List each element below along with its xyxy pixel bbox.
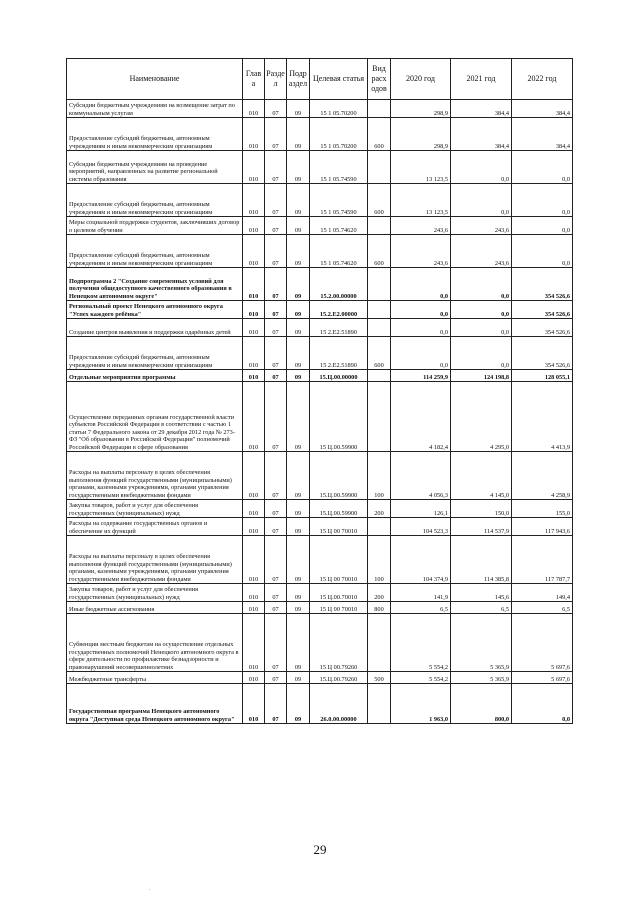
cell-y2021: 243,6 xyxy=(451,217,512,235)
table-row xyxy=(67,382,573,452)
header-2021: 2021 год xyxy=(451,59,512,100)
cell-vid xyxy=(368,382,391,452)
cell-y2022: 5 697,6 xyxy=(512,614,573,672)
cell-podrazdel: 09 xyxy=(287,518,310,536)
header-podrazdel: Подр аздел xyxy=(287,59,310,100)
cell-y2020: 5 554,2 xyxy=(391,672,451,684)
cell-y2022: 384,4 xyxy=(512,100,573,118)
cell-y2021: 0,0 xyxy=(451,301,512,319)
cell-y2021: 0,0 xyxy=(451,268,512,301)
cell-glava: 010 xyxy=(243,684,265,724)
cell-target: 15 2.Е2.51890 xyxy=(310,337,368,370)
cell-y2022: 4 413,9 xyxy=(512,382,573,452)
cell-y2022: 354 526,6 xyxy=(512,268,573,301)
cell-podrazdel: 09 xyxy=(287,100,310,118)
cell-name: Предоставление субсидий бюджетным, автономным учреждениям и иным некоммерческим организациям xyxy=(67,337,243,370)
cell-y2021: 0,0 xyxy=(451,319,512,337)
cell-podrazdel: 09 xyxy=(287,184,310,217)
cell-y2020: 0,0 xyxy=(391,268,451,301)
header-razdel: Разде л xyxy=(265,59,287,100)
cell-podrazdel: 09 xyxy=(287,452,310,500)
cell-podrazdel: 09 xyxy=(287,337,310,370)
cell-y2021: 5 365,9 xyxy=(451,614,512,672)
header-name: Наименование xyxy=(67,59,243,100)
cell-razdel: 07 xyxy=(265,184,287,217)
cell-y2022: 354 526,6 xyxy=(512,337,573,370)
cell-vid: 200 xyxy=(368,584,391,602)
cell-y2021: 384,4 xyxy=(451,118,512,151)
cell-target: 15 Ц 00.79260 xyxy=(310,614,368,672)
cell-podrazdel: 09 xyxy=(287,382,310,452)
table-row xyxy=(67,370,573,382)
cell-glava: 010 xyxy=(243,151,265,184)
cell-name: Предоставление субсидий бюджетным, автономным учреждениям и иным некоммерческим организациям xyxy=(67,235,243,268)
cell-y2020: 104 374,9 xyxy=(391,536,451,584)
cell-razdel: 07 xyxy=(265,337,287,370)
cell-y2020: 4 182,4 xyxy=(391,382,451,452)
cell-razdel: 07 xyxy=(265,301,287,319)
cell-podrazdel: 09 xyxy=(287,217,310,235)
cell-name: Государственная программа Ненецкого автономного округа "Доступная среда Ненецкого автономного округа" xyxy=(67,684,243,724)
cell-glava: 010 xyxy=(243,500,265,518)
cell-y2020: 298,9 xyxy=(391,118,451,151)
cell-y2021: 0,0 xyxy=(451,337,512,370)
cell-y2022: 155,0 xyxy=(512,500,573,518)
cell-glava: 010 xyxy=(243,319,265,337)
cell-y2022: 128 055,1 xyxy=(512,370,573,382)
cell-glava: 010 xyxy=(243,382,265,452)
cell-y2022: 5 697,6 xyxy=(512,672,573,684)
cell-glava: 010 xyxy=(243,100,265,118)
cell-name: Предоставление субсидий бюджетным, автономным учреждениям и иным некоммерческим организациям xyxy=(67,184,243,217)
cell-glava: 010 xyxy=(243,452,265,500)
cell-name: Расходы на выплаты персоналу в целях обеспечения выполнения функций государственными (муниципальными) органами, казенными учреждениями, органами управления государственными внебюджетными фондами xyxy=(67,536,243,584)
cell-name: Субвенции местным бюджетам на осуществление отдельных государственных полномочий Ненецкого автономного округа в сфере деятельности по профилактике безнадзорности и правонарушений несовершеннолетних xyxy=(67,614,243,672)
cell-glava: 010 xyxy=(243,602,265,614)
cell-y2022: 4 258,9 xyxy=(512,452,573,500)
cell-vid xyxy=(368,100,391,118)
cell-vid xyxy=(368,518,391,536)
cell-y2022: 117 787,7 xyxy=(512,536,573,584)
table-row xyxy=(67,500,573,518)
cell-razdel: 07 xyxy=(265,151,287,184)
header-glava: Глав а xyxy=(243,59,265,100)
cell-razdel: 07 xyxy=(265,118,287,151)
cell-vid xyxy=(368,319,391,337)
table-row xyxy=(67,536,573,584)
table-row xyxy=(67,602,573,614)
cell-y2021: 0,0 xyxy=(451,184,512,217)
table-row xyxy=(67,614,573,672)
cell-name: Подпрограмма 2 "Создание современных условий для получения общедоступного качественного образования в Ненецком автономном округе" xyxy=(67,268,243,301)
cell-podrazdel: 09 xyxy=(287,118,310,151)
cell-y2020: 126,1 xyxy=(391,500,451,518)
cell-razdel: 07 xyxy=(265,614,287,672)
table-row xyxy=(67,301,573,319)
cell-y2020: 0,0 xyxy=(391,319,451,337)
cell-y2022: 6,5 xyxy=(512,602,573,614)
cell-vid xyxy=(368,268,391,301)
cell-y2021: 6,5 xyxy=(451,602,512,614)
cell-name: Расходы на выплаты персоналу в целях обеспечения выполнения функций государственными (муниципальными) органами, казенными учреждениями, органами управления государственными внебюджетными фондами xyxy=(67,452,243,500)
cell-y2022: 0,0 xyxy=(512,684,573,724)
cell-y2022: 354 526,6 xyxy=(512,319,573,337)
table-row xyxy=(67,672,573,684)
table-row xyxy=(67,268,573,301)
cell-vid: 200 xyxy=(368,500,391,518)
table-row xyxy=(67,319,573,337)
cell-razdel: 07 xyxy=(265,235,287,268)
cell-y2022: 0,0 xyxy=(512,217,573,235)
cell-vid xyxy=(368,370,391,382)
cell-glava: 010 xyxy=(243,184,265,217)
cell-name: Расходы на содержание государственных органов и обеспечение их функций xyxy=(67,518,243,536)
cell-glava: 010 xyxy=(243,217,265,235)
cell-name: Осуществление переданных органам государственной власти субъектов Российской Федерации в соответствии с частью 1 статьи 7 Федерального закона от 29 декабря 2012 года № 273-ФЗ "Об образовании в Российской Федерации" полномочий Российской Федерации в сфере образования xyxy=(67,382,243,452)
cell-y2020: 5 554,2 xyxy=(391,614,451,672)
page-number: 29 xyxy=(313,842,327,857)
table-row xyxy=(67,184,573,217)
cell-vid: 100 xyxy=(368,536,391,584)
table-row xyxy=(67,584,573,602)
table-row xyxy=(67,337,573,370)
cell-y2021: 5 365,9 xyxy=(451,672,512,684)
cell-target: 15.Ц.00.00000 xyxy=(310,370,368,382)
cell-name: Отдельные мероприятия программы xyxy=(67,370,243,382)
cell-podrazdel: 09 xyxy=(287,235,310,268)
cell-vid xyxy=(368,217,391,235)
cell-glava: 010 xyxy=(243,614,265,672)
cell-target: 15 Ц.00.70010 xyxy=(310,584,368,602)
cell-target: 15 1 05.70200 xyxy=(310,100,368,118)
cell-razdel: 07 xyxy=(265,452,287,500)
cell-glava: 010 xyxy=(243,370,265,382)
cell-podrazdel: 09 xyxy=(287,151,310,184)
cell-y2020: 0,0 xyxy=(391,337,451,370)
cell-y2021: 4 295,0 xyxy=(451,382,512,452)
cell-vid: 100 xyxy=(368,452,391,500)
cell-y2021: 145,6 xyxy=(451,584,512,602)
cell-target: 15 2.Е2.51890 xyxy=(310,319,368,337)
cell-vid: 600 xyxy=(368,337,391,370)
footer-mark: . xyxy=(149,886,151,892)
cell-target: 15 Ц 00 70010 xyxy=(310,536,368,584)
cell-name: Субсидии бюджетным учреждениям на возмещение затрат по коммунальным услугам xyxy=(67,100,243,118)
cell-y2021: 800,0 xyxy=(451,684,512,724)
cell-glava: 010 xyxy=(243,584,265,602)
cell-glava: 010 xyxy=(243,301,265,319)
cell-podrazdel: 09 xyxy=(287,500,310,518)
cell-y2022: 384,4 xyxy=(512,118,573,151)
cell-y2021: 124 198,8 xyxy=(451,370,512,382)
cell-target: 15 Ц.00.59900 xyxy=(310,382,368,452)
table-row xyxy=(67,151,573,184)
table-row xyxy=(67,235,573,268)
cell-vid: 500 xyxy=(368,672,391,684)
table-row xyxy=(67,518,573,536)
cell-target: 26.0.00.00000 xyxy=(310,684,368,724)
cell-podrazdel: 09 xyxy=(287,319,310,337)
cell-name: Создание центров выявления и поддержки одарённых детей xyxy=(67,319,243,337)
cell-glava: 010 xyxy=(243,235,265,268)
cell-name: Закупка товаров, работ и услуг для обеспечения государственных (муниципальных) нужд xyxy=(67,584,243,602)
cell-y2021: 114 537,9 xyxy=(451,518,512,536)
cell-vid: 600 xyxy=(368,235,391,268)
cell-razdel: 07 xyxy=(265,100,287,118)
cell-y2020: 6,5 xyxy=(391,602,451,614)
cell-y2020: 1 963,0 xyxy=(391,684,451,724)
cell-glava: 010 xyxy=(243,118,265,151)
cell-glava: 010 xyxy=(243,518,265,536)
cell-razdel: 07 xyxy=(265,370,287,382)
cell-razdel: 07 xyxy=(265,382,287,452)
cell-target: 15 Ц 00 70010 xyxy=(310,602,368,614)
cell-target: 15.Ц.00.59900 xyxy=(310,500,368,518)
cell-target: 15.Ц.00.59900 xyxy=(310,452,368,500)
cell-vid: 800 xyxy=(368,602,391,614)
table-row xyxy=(67,217,573,235)
cell-y2020: 13 123,5 xyxy=(391,151,451,184)
cell-podrazdel: 09 xyxy=(287,602,310,614)
cell-podrazdel: 09 xyxy=(287,614,310,672)
cell-podrazdel: 09 xyxy=(287,268,310,301)
cell-podrazdel: 09 xyxy=(287,584,310,602)
cell-target: 15.2.Е2.00000 xyxy=(310,301,368,319)
cell-name: Предоставление субсидий бюджетным, автономным учреждениям и иным некоммерческим организациям xyxy=(67,118,243,151)
cell-target: 15 1 05.74590 xyxy=(310,151,368,184)
cell-name: Меры социальной поддержки студентов, заключивших договор о целевом обучении xyxy=(67,217,243,235)
cell-glava: 010 xyxy=(243,672,265,684)
table-row xyxy=(67,118,573,151)
cell-name: Региональный проект Ненецкого автономного округа "Успех каждого ребёнка" xyxy=(67,301,243,319)
header-target: Целевая статья xyxy=(310,59,368,100)
cell-y2022: 117 943,6 xyxy=(512,518,573,536)
cell-glava: 010 xyxy=(243,536,265,584)
cell-razdel: 07 xyxy=(265,518,287,536)
cell-y2020: 141,9 xyxy=(391,584,451,602)
cell-vid xyxy=(368,684,391,724)
cell-y2022: 354 526,6 xyxy=(512,301,573,319)
cell-podrazdel: 09 xyxy=(287,301,310,319)
header-2022: 2022 год xyxy=(512,59,573,100)
cell-podrazdel: 09 xyxy=(287,536,310,584)
cell-razdel: 07 xyxy=(265,268,287,301)
cell-target: 15 1 05.74620 xyxy=(310,217,368,235)
cell-podrazdel: 09 xyxy=(287,684,310,724)
cell-razdel: 07 xyxy=(265,500,287,518)
cell-target: 15.Ц.00.79260 xyxy=(310,672,368,684)
cell-y2021: 114 385,8 xyxy=(451,536,512,584)
cell-podrazdel: 09 xyxy=(287,672,310,684)
cell-vid xyxy=(368,151,391,184)
cell-vid xyxy=(368,301,391,319)
cell-target: 15 1 05.74590 xyxy=(310,184,368,217)
cell-y2022: 0,0 xyxy=(512,151,573,184)
cell-podrazdel: 09 xyxy=(287,370,310,382)
cell-y2020: 298,9 xyxy=(391,100,451,118)
cell-y2020: 114 259,9 xyxy=(391,370,451,382)
cell-razdel: 07 xyxy=(265,536,287,584)
cell-target: 15 Ц 00 70010 xyxy=(310,518,368,536)
cell-y2020: 243,6 xyxy=(391,235,451,268)
cell-glava: 010 xyxy=(243,337,265,370)
cell-razdel: 07 xyxy=(265,319,287,337)
cell-target: 15 1 05.70200 xyxy=(310,118,368,151)
table-row xyxy=(67,100,573,118)
table-header-row xyxy=(67,59,573,100)
cell-y2021: 0,0 xyxy=(451,151,512,184)
cell-y2021: 4 145,0 xyxy=(451,452,512,500)
cell-y2022: 0,0 xyxy=(512,184,573,217)
cell-y2021: 243,6 xyxy=(451,235,512,268)
header-2020: 2020 год xyxy=(391,59,451,100)
cell-razdel: 07 xyxy=(265,672,287,684)
cell-vid: 600 xyxy=(368,118,391,151)
cell-name: Иные бюджетные ассигнования xyxy=(67,602,243,614)
cell-y2020: 104 523,3 xyxy=(391,518,451,536)
cell-y2022: 149,4 xyxy=(512,584,573,602)
cell-y2020: 243,6 xyxy=(391,217,451,235)
table-row xyxy=(67,684,573,724)
cell-target: 15 1 05.74620 xyxy=(310,235,368,268)
header-vid: Вид расх одов xyxy=(368,59,391,100)
cell-name: Субсидии бюджетным учреждениям на проведение мероприятий, направленных на развитие региональной системы образования xyxy=(67,151,243,184)
cell-y2020: 4 056,3 xyxy=(391,452,451,500)
cell-target: 15.2.00.00000 xyxy=(310,268,368,301)
cell-y2020: 0,0 xyxy=(391,301,451,319)
cell-y2022: 0,0 xyxy=(512,235,573,268)
cell-vid xyxy=(368,614,391,672)
cell-name: Закупка товаров, работ и услуг для обеспечения государственных (муниципальных) нужд xyxy=(67,500,243,518)
cell-razdel: 07 xyxy=(265,217,287,235)
cell-y2020: 13 123,5 xyxy=(391,184,451,217)
cell-vid: 600 xyxy=(368,184,391,217)
cell-y2021: 384,4 xyxy=(451,100,512,118)
cell-razdel: 07 xyxy=(265,584,287,602)
cell-razdel: 07 xyxy=(265,602,287,614)
cell-name: Межбюджетные трансферты xyxy=(67,672,243,684)
cell-glava: 010 xyxy=(243,268,265,301)
cell-razdel: 07 xyxy=(265,684,287,724)
budget-table xyxy=(66,58,573,724)
cell-y2021: 150,0 xyxy=(451,500,512,518)
table-row xyxy=(67,452,573,500)
table-body xyxy=(67,100,573,724)
